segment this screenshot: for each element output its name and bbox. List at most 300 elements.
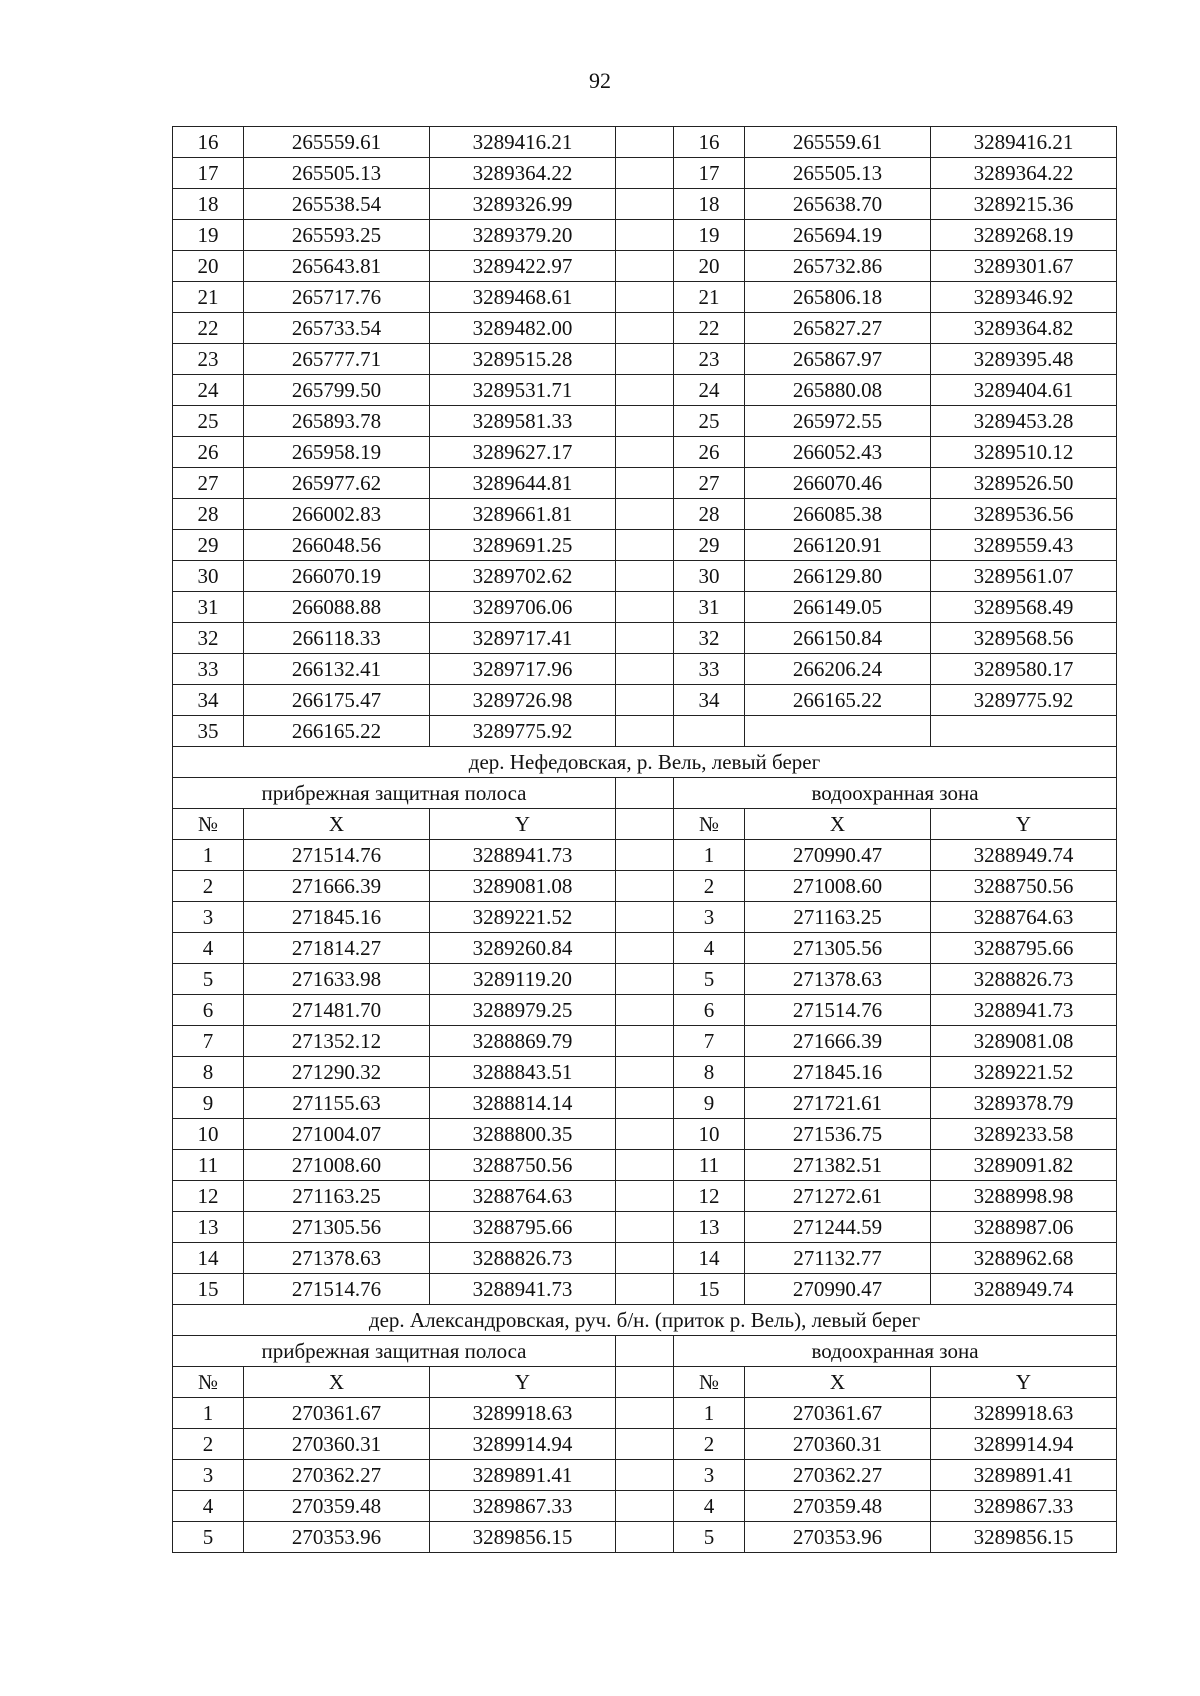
right-x-header: X bbox=[745, 809, 931, 840]
right-x-coordinate-cell: 265867.97 bbox=[745, 344, 931, 375]
right-y-coordinate-cell: 3289364.82 bbox=[931, 313, 1117, 344]
right-x-coordinate-cell: 266120.91 bbox=[745, 530, 931, 561]
right-y-coordinate-cell: 3288949.74 bbox=[931, 840, 1117, 871]
right-x-coordinate-cell: 270362.27 bbox=[745, 1460, 931, 1491]
right-y-coordinate-cell: 3288962.68 bbox=[931, 1243, 1117, 1274]
right-point-number-cell: 20 bbox=[674, 251, 745, 282]
right-x-coordinate-cell: 270353.96 bbox=[745, 1522, 931, 1553]
left-x-coordinate-cell: 266088.88 bbox=[244, 592, 430, 623]
table-row bbox=[173, 871, 1117, 902]
spacer-cell bbox=[616, 530, 674, 561]
right-point-number-cell: 3 bbox=[674, 1460, 745, 1491]
left-y-coordinate-cell: 3289260.84 bbox=[430, 933, 616, 964]
spacer-cell bbox=[616, 1119, 674, 1150]
left-point-number-cell: 23 bbox=[173, 344, 244, 375]
right-point-number-cell: 12 bbox=[674, 1181, 745, 1212]
table-row bbox=[173, 1522, 1117, 1553]
left-y-coordinate-cell: 3288843.51 bbox=[430, 1057, 616, 1088]
table-row bbox=[173, 902, 1117, 933]
left-y-coordinate-cell: 3289717.96 bbox=[430, 654, 616, 685]
left-point-number-cell: 25 bbox=[173, 406, 244, 437]
left-point-number-cell: 2 bbox=[173, 871, 244, 902]
left-x-coordinate-cell: 271352.12 bbox=[244, 1026, 430, 1057]
right-y-coordinate-cell: 3288998.98 bbox=[931, 1181, 1117, 1212]
right-point-number-cell: 22 bbox=[674, 313, 745, 344]
right-point-number-cell: 16 bbox=[674, 127, 745, 158]
table-row bbox=[173, 1460, 1117, 1491]
spacer-cell bbox=[616, 716, 674, 747]
left-y-coordinate-cell: 3289856.15 bbox=[430, 1522, 616, 1553]
left-point-number-cell: 6 bbox=[173, 995, 244, 1026]
left-x-coordinate-cell: 271378.63 bbox=[244, 1243, 430, 1274]
table-row bbox=[173, 933, 1117, 964]
right-x-coordinate-cell: 271514.76 bbox=[745, 995, 931, 1026]
spacer-cell bbox=[616, 1367, 674, 1398]
right-y-coordinate-cell: 3289856.15 bbox=[931, 1522, 1117, 1553]
right-y-coordinate-cell: 3289453.28 bbox=[931, 406, 1117, 437]
left-x-coordinate-cell: 266165.22 bbox=[244, 716, 430, 747]
table-row bbox=[173, 623, 1117, 654]
left-x-coordinate-cell: 265893.78 bbox=[244, 406, 430, 437]
left-point-number-cell: 33 bbox=[173, 654, 244, 685]
right-y-coordinate-cell: 3289233.58 bbox=[931, 1119, 1117, 1150]
left-y-coordinate-cell: 3288979.25 bbox=[430, 995, 616, 1026]
right-y-coordinate-cell: 3288764.63 bbox=[931, 902, 1117, 933]
left-x-coordinate-cell: 271666.39 bbox=[244, 871, 430, 902]
table-row bbox=[173, 1491, 1117, 1522]
water-protection-zone-header: водоохранная зона bbox=[674, 778, 1117, 809]
section-title: дер. Александровская, руч. б/н. (приток р. Вель), левый берег bbox=[173, 1305, 1117, 1336]
left-x-coordinate-cell: 265505.13 bbox=[244, 158, 430, 189]
left-point-number-cell: 9 bbox=[173, 1088, 244, 1119]
left-y-coordinate-cell: 3289081.08 bbox=[430, 871, 616, 902]
left-point-number-cell: 35 bbox=[173, 716, 244, 747]
right-x-coordinate-cell: 265559.61 bbox=[745, 127, 931, 158]
right-x-coordinate-cell bbox=[745, 716, 931, 747]
right-point-number-cell: 8 bbox=[674, 1057, 745, 1088]
right-point-number-cell: 13 bbox=[674, 1212, 745, 1243]
right-point-number-cell: 29 bbox=[674, 530, 745, 561]
left-y-coordinate-cell: 3288826.73 bbox=[430, 1243, 616, 1274]
spacer-cell bbox=[616, 282, 674, 313]
right-x-coordinate-cell: 265972.55 bbox=[745, 406, 931, 437]
left-point-number-cell: 13 bbox=[173, 1212, 244, 1243]
right-point-number-cell: 23 bbox=[674, 344, 745, 375]
right-x-coordinate-cell: 271272.61 bbox=[745, 1181, 931, 1212]
section-title: дер. Нефедовская, р. Вель, левый берег bbox=[173, 747, 1117, 778]
spacer-cell bbox=[616, 1057, 674, 1088]
spacer-cell bbox=[616, 1460, 674, 1491]
left-x-coordinate-cell: 265559.61 bbox=[244, 127, 430, 158]
left-x-coordinate-cell: 271514.76 bbox=[244, 840, 430, 871]
left-point-number-cell: 1 bbox=[173, 1398, 244, 1429]
right-point-number-cell: 7 bbox=[674, 1026, 745, 1057]
spacer-cell bbox=[616, 437, 674, 468]
left-x-coordinate-cell: 265717.76 bbox=[244, 282, 430, 313]
right-y-coordinate-cell: 3289091.82 bbox=[931, 1150, 1117, 1181]
right-point-number-cell: 25 bbox=[674, 406, 745, 437]
spacer-cell bbox=[616, 1026, 674, 1057]
coordinates-table-body bbox=[173, 127, 1117, 1553]
water-protection-zone-header: водоохранная зона bbox=[674, 1336, 1117, 1367]
right-y-coordinate-cell: 3288795.66 bbox=[931, 933, 1117, 964]
left-x-coordinate-cell: 271155.63 bbox=[244, 1088, 430, 1119]
left-point-number-cell: 7 bbox=[173, 1026, 244, 1057]
left-point-number-cell: 19 bbox=[173, 220, 244, 251]
right-x-coordinate-cell: 271845.16 bbox=[745, 1057, 931, 1088]
table-row bbox=[173, 499, 1117, 530]
right-y-coordinate-cell: 3288750.56 bbox=[931, 871, 1117, 902]
spacer-cell bbox=[616, 778, 674, 809]
right-x-coordinate-cell: 271536.75 bbox=[745, 1119, 931, 1150]
spacer-cell bbox=[616, 902, 674, 933]
left-x-coordinate-cell: 265977.62 bbox=[244, 468, 430, 499]
table-row bbox=[173, 716, 1117, 747]
right-y-coordinate-cell: 3288941.73 bbox=[931, 995, 1117, 1026]
right-x-coordinate-cell: 265505.13 bbox=[745, 158, 931, 189]
left-x-coordinate-cell: 271290.32 bbox=[244, 1057, 430, 1088]
table-row bbox=[173, 561, 1117, 592]
left-y-coordinate-cell: 3289627.17 bbox=[430, 437, 616, 468]
spacer-cell bbox=[616, 995, 674, 1026]
left-x-coordinate-cell: 265538.54 bbox=[244, 189, 430, 220]
right-x-coordinate-cell: 265827.27 bbox=[745, 313, 931, 344]
right-point-number-cell: 3 bbox=[674, 902, 745, 933]
left-y-coordinate-cell: 3289891.41 bbox=[430, 1460, 616, 1491]
right-y-coordinate-cell: 3289268.19 bbox=[931, 220, 1117, 251]
right-point-number-cell: 10 bbox=[674, 1119, 745, 1150]
left-point-number-cell: 4 bbox=[173, 933, 244, 964]
right-x-coordinate-cell: 266150.84 bbox=[745, 623, 931, 654]
left-y-coordinate-cell: 3289581.33 bbox=[430, 406, 616, 437]
left-x-coordinate-cell: 270359.48 bbox=[244, 1491, 430, 1522]
spacer-cell bbox=[616, 654, 674, 685]
right-y-coordinate-cell: 3289378.79 bbox=[931, 1088, 1117, 1119]
left-point-number-cell: 24 bbox=[173, 375, 244, 406]
left-y-coordinate-cell: 3289515.28 bbox=[430, 344, 616, 375]
right-x-coordinate-cell: 271382.51 bbox=[745, 1150, 931, 1181]
table-row bbox=[173, 1212, 1117, 1243]
spacer-cell bbox=[616, 406, 674, 437]
spacer-cell bbox=[616, 468, 674, 499]
right-y-coordinate-cell: 3289221.52 bbox=[931, 1057, 1117, 1088]
spacer-cell bbox=[616, 933, 674, 964]
spacer-cell bbox=[616, 592, 674, 623]
left-point-number-cell: 34 bbox=[173, 685, 244, 716]
left-y-coordinate-cell: 3289531.71 bbox=[430, 375, 616, 406]
right-y-coordinate-cell: 3289215.36 bbox=[931, 189, 1117, 220]
right-y-coordinate-cell: 3289561.07 bbox=[931, 561, 1117, 592]
left-x-coordinate-cell: 271633.98 bbox=[244, 964, 430, 995]
right-x-coordinate-cell: 270360.31 bbox=[745, 1429, 931, 1460]
left-x-coordinate-cell: 266118.33 bbox=[244, 623, 430, 654]
left-point-number-cell: 3 bbox=[173, 1460, 244, 1491]
spacer-cell bbox=[616, 623, 674, 654]
left-x-coordinate-cell: 271514.76 bbox=[244, 1274, 430, 1305]
right-point-number-cell: 2 bbox=[674, 871, 745, 902]
right-x-coordinate-cell: 266206.24 bbox=[745, 654, 931, 685]
right-x-coordinate-cell: 266052.43 bbox=[745, 437, 931, 468]
right-point-number-cell: 6 bbox=[674, 995, 745, 1026]
left-x-coordinate-cell: 271845.16 bbox=[244, 902, 430, 933]
right-y-coordinate-cell: 3289918.63 bbox=[931, 1398, 1117, 1429]
right-y-coordinate-cell: 3288987.06 bbox=[931, 1212, 1117, 1243]
right-x-coordinate-cell: 265638.70 bbox=[745, 189, 931, 220]
right-y-coordinate-cell: 3289568.56 bbox=[931, 623, 1117, 654]
spacer-cell bbox=[616, 1243, 674, 1274]
left-point-number-cell: 3 bbox=[173, 902, 244, 933]
table-row bbox=[173, 344, 1117, 375]
left-point-number-cell: 16 bbox=[173, 127, 244, 158]
right-x-coordinate-cell: 270990.47 bbox=[745, 1274, 931, 1305]
coastal-strip-header: прибрежная защитная полоса bbox=[173, 778, 616, 809]
table-row bbox=[173, 313, 1117, 344]
left-y-coordinate-cell: 3289468.61 bbox=[430, 282, 616, 313]
right-y-coordinate-cell: 3289536.56 bbox=[931, 499, 1117, 530]
right-y-coordinate-cell: 3289346.92 bbox=[931, 282, 1117, 313]
left-point-number-cell: 12 bbox=[173, 1181, 244, 1212]
right-y-coordinate-cell: 3289775.92 bbox=[931, 685, 1117, 716]
right-y-coordinate-cell: 3289568.49 bbox=[931, 592, 1117, 623]
right-point-number-cell bbox=[674, 716, 745, 747]
spacer-cell bbox=[616, 313, 674, 344]
right-y-coordinate-cell: 3289416.21 bbox=[931, 127, 1117, 158]
left-x-coordinate-cell: 270353.96 bbox=[244, 1522, 430, 1553]
left-y-coordinate-cell: 3288800.35 bbox=[430, 1119, 616, 1150]
right-point-number-cell: 1 bbox=[674, 1398, 745, 1429]
left-x-coordinate-cell: 265777.71 bbox=[244, 344, 430, 375]
column-header-row bbox=[173, 1367, 1117, 1398]
table-row bbox=[173, 468, 1117, 499]
left-x-coordinate-cell: 266175.47 bbox=[244, 685, 430, 716]
spacer-cell bbox=[616, 499, 674, 530]
left-x-header: X bbox=[244, 809, 430, 840]
spacer-cell bbox=[616, 561, 674, 592]
left-y-coordinate-cell: 3289379.20 bbox=[430, 220, 616, 251]
table-row bbox=[173, 530, 1117, 561]
table-row bbox=[173, 1026, 1117, 1057]
zone-header-row bbox=[173, 778, 1117, 809]
spacer-cell bbox=[616, 1181, 674, 1212]
right-x-coordinate-cell: 271666.39 bbox=[745, 1026, 931, 1057]
table-row bbox=[173, 840, 1117, 871]
right-y-header: Y bbox=[931, 1367, 1117, 1398]
left-number-header: № bbox=[173, 1367, 244, 1398]
table-row bbox=[173, 406, 1117, 437]
right-point-number-cell: 24 bbox=[674, 375, 745, 406]
table-row bbox=[173, 251, 1117, 282]
left-y-coordinate-cell: 3289691.25 bbox=[430, 530, 616, 561]
left-y-coordinate-cell: 3289914.94 bbox=[430, 1429, 616, 1460]
left-point-number-cell: 31 bbox=[173, 592, 244, 623]
right-x-coordinate-cell: 271378.63 bbox=[745, 964, 931, 995]
left-x-coordinate-cell: 266070.19 bbox=[244, 561, 430, 592]
left-x-coordinate-cell: 266048.56 bbox=[244, 530, 430, 561]
left-y-coordinate-cell: 3288764.63 bbox=[430, 1181, 616, 1212]
right-x-coordinate-cell: 271132.77 bbox=[745, 1243, 931, 1274]
left-y-coordinate-cell: 3288941.73 bbox=[430, 840, 616, 871]
right-x-coordinate-cell: 265694.19 bbox=[745, 220, 931, 251]
right-y-header: Y bbox=[931, 809, 1117, 840]
left-y-coordinate-cell: 3289644.81 bbox=[430, 468, 616, 499]
left-point-number-cell: 20 bbox=[173, 251, 244, 282]
table-row bbox=[173, 375, 1117, 406]
left-y-header: Y bbox=[430, 1367, 616, 1398]
left-y-coordinate-cell: 3289726.98 bbox=[430, 685, 616, 716]
left-point-number-cell: 1 bbox=[173, 840, 244, 871]
right-x-coordinate-cell: 271163.25 bbox=[745, 902, 931, 933]
right-x-coordinate-cell: 266085.38 bbox=[745, 499, 931, 530]
left-x-coordinate-cell: 271004.07 bbox=[244, 1119, 430, 1150]
table-row bbox=[173, 995, 1117, 1026]
left-point-number-cell: 27 bbox=[173, 468, 244, 499]
right-x-coordinate-cell: 270361.67 bbox=[745, 1398, 931, 1429]
table-row bbox=[173, 437, 1117, 468]
table-row bbox=[173, 1429, 1117, 1460]
right-number-header: № bbox=[674, 1367, 745, 1398]
left-point-number-cell: 14 bbox=[173, 1243, 244, 1274]
left-point-number-cell: 32 bbox=[173, 623, 244, 654]
table-row bbox=[173, 220, 1117, 251]
table-row bbox=[173, 282, 1117, 313]
left-y-coordinate-cell: 3288750.56 bbox=[430, 1150, 616, 1181]
spacer-cell bbox=[616, 375, 674, 406]
left-x-coordinate-cell: 271814.27 bbox=[244, 933, 430, 964]
right-point-number-cell: 31 bbox=[674, 592, 745, 623]
left-point-number-cell: 15 bbox=[173, 1274, 244, 1305]
right-point-number-cell: 21 bbox=[674, 282, 745, 313]
right-point-number-cell: 2 bbox=[674, 1429, 745, 1460]
right-y-coordinate-cell: 3289914.94 bbox=[931, 1429, 1117, 1460]
left-y-coordinate-cell: 3289867.33 bbox=[430, 1491, 616, 1522]
right-point-number-cell: 18 bbox=[674, 189, 745, 220]
right-x-coordinate-cell: 271305.56 bbox=[745, 933, 931, 964]
table-row bbox=[173, 127, 1117, 158]
right-point-number-cell: 4 bbox=[674, 1491, 745, 1522]
spacer-cell bbox=[616, 251, 674, 282]
spacer-cell bbox=[616, 127, 674, 158]
left-x-coordinate-cell: 266002.83 bbox=[244, 499, 430, 530]
right-x-coordinate-cell: 271008.60 bbox=[745, 871, 931, 902]
right-x-coordinate-cell: 265880.08 bbox=[745, 375, 931, 406]
spacer-cell bbox=[616, 344, 674, 375]
left-x-coordinate-cell: 265593.25 bbox=[244, 220, 430, 251]
spacer-cell bbox=[616, 964, 674, 995]
right-y-coordinate-cell: 3289081.08 bbox=[931, 1026, 1117, 1057]
left-x-coordinate-cell: 271163.25 bbox=[244, 1181, 430, 1212]
right-point-number-cell: 9 bbox=[674, 1088, 745, 1119]
right-point-number-cell: 4 bbox=[674, 933, 745, 964]
table-row bbox=[173, 1398, 1117, 1429]
right-point-number-cell: 28 bbox=[674, 499, 745, 530]
table-row bbox=[173, 1119, 1117, 1150]
right-x-coordinate-cell: 265806.18 bbox=[745, 282, 931, 313]
left-x-coordinate-cell: 270360.31 bbox=[244, 1429, 430, 1460]
table-row bbox=[173, 1088, 1117, 1119]
spacer-cell bbox=[616, 809, 674, 840]
left-point-number-cell: 18 bbox=[173, 189, 244, 220]
left-point-number-cell: 8 bbox=[173, 1057, 244, 1088]
left-y-coordinate-cell: 3288869.79 bbox=[430, 1026, 616, 1057]
table-row bbox=[173, 1274, 1117, 1305]
left-y-coordinate-cell: 3289706.06 bbox=[430, 592, 616, 623]
right-x-header: X bbox=[745, 1367, 931, 1398]
spacer-cell bbox=[616, 685, 674, 716]
left-point-number-cell: 17 bbox=[173, 158, 244, 189]
left-x-coordinate-cell: 266132.41 bbox=[244, 654, 430, 685]
left-point-number-cell: 5 bbox=[173, 1522, 244, 1553]
table-row bbox=[173, 1243, 1117, 1274]
left-point-number-cell: 29 bbox=[173, 530, 244, 561]
left-point-number-cell: 26 bbox=[173, 437, 244, 468]
left-y-coordinate-cell: 3288941.73 bbox=[430, 1274, 616, 1305]
right-point-number-cell: 34 bbox=[674, 685, 745, 716]
left-y-coordinate-cell: 3289717.41 bbox=[430, 623, 616, 654]
spacer-cell bbox=[616, 1150, 674, 1181]
right-x-coordinate-cell: 270359.48 bbox=[745, 1491, 931, 1522]
table-row bbox=[173, 964, 1117, 995]
left-x-coordinate-cell: 265733.54 bbox=[244, 313, 430, 344]
left-point-number-cell: 4 bbox=[173, 1491, 244, 1522]
left-x-coordinate-cell: 271481.70 bbox=[244, 995, 430, 1026]
right-y-coordinate-cell: 3289891.41 bbox=[931, 1460, 1117, 1491]
right-y-coordinate-cell: 3288949.74 bbox=[931, 1274, 1117, 1305]
left-point-number-cell: 30 bbox=[173, 561, 244, 592]
left-y-coordinate-cell: 3289416.21 bbox=[430, 127, 616, 158]
left-y-coordinate-cell: 3289119.20 bbox=[430, 964, 616, 995]
right-y-coordinate-cell: 3288826.73 bbox=[931, 964, 1117, 995]
column-header-row bbox=[173, 809, 1117, 840]
left-point-number-cell: 22 bbox=[173, 313, 244, 344]
left-y-coordinate-cell: 3289326.99 bbox=[430, 189, 616, 220]
left-point-number-cell: 21 bbox=[173, 282, 244, 313]
right-point-number-cell: 30 bbox=[674, 561, 745, 592]
spacer-cell bbox=[616, 1274, 674, 1305]
right-x-coordinate-cell: 266149.05 bbox=[745, 592, 931, 623]
right-x-coordinate-cell: 265732.86 bbox=[745, 251, 931, 282]
right-point-number-cell: 33 bbox=[674, 654, 745, 685]
right-point-number-cell: 32 bbox=[674, 623, 745, 654]
left-x-coordinate-cell: 271305.56 bbox=[244, 1212, 430, 1243]
left-x-coordinate-cell: 265958.19 bbox=[244, 437, 430, 468]
right-x-coordinate-cell: 266070.46 bbox=[745, 468, 931, 499]
left-x-coordinate-cell: 270362.27 bbox=[244, 1460, 430, 1491]
table-row bbox=[173, 1181, 1117, 1212]
section-title-row bbox=[173, 747, 1117, 778]
coastal-strip-header: прибрежная защитная полоса bbox=[173, 1336, 616, 1367]
left-point-number-cell: 28 bbox=[173, 499, 244, 530]
right-y-coordinate-cell bbox=[931, 716, 1117, 747]
zone-header-row bbox=[173, 1336, 1117, 1367]
left-y-coordinate-cell: 3289364.22 bbox=[430, 158, 616, 189]
left-point-number-cell: 5 bbox=[173, 964, 244, 995]
left-point-number-cell: 2 bbox=[173, 1429, 244, 1460]
coordinates-table bbox=[172, 126, 1117, 1553]
right-point-number-cell: 19 bbox=[674, 220, 745, 251]
left-x-coordinate-cell: 271008.60 bbox=[244, 1150, 430, 1181]
section-title-row bbox=[173, 1305, 1117, 1336]
spacer-cell bbox=[616, 1088, 674, 1119]
right-point-number-cell: 27 bbox=[674, 468, 745, 499]
right-point-number-cell: 5 bbox=[674, 964, 745, 995]
right-point-number-cell: 17 bbox=[674, 158, 745, 189]
right-y-coordinate-cell: 3289301.67 bbox=[931, 251, 1117, 282]
table-row bbox=[173, 158, 1117, 189]
table-row bbox=[173, 685, 1117, 716]
spacer-cell bbox=[616, 1336, 674, 1367]
left-x-coordinate-cell: 265643.81 bbox=[244, 251, 430, 282]
left-y-coordinate-cell: 3288795.66 bbox=[430, 1212, 616, 1243]
